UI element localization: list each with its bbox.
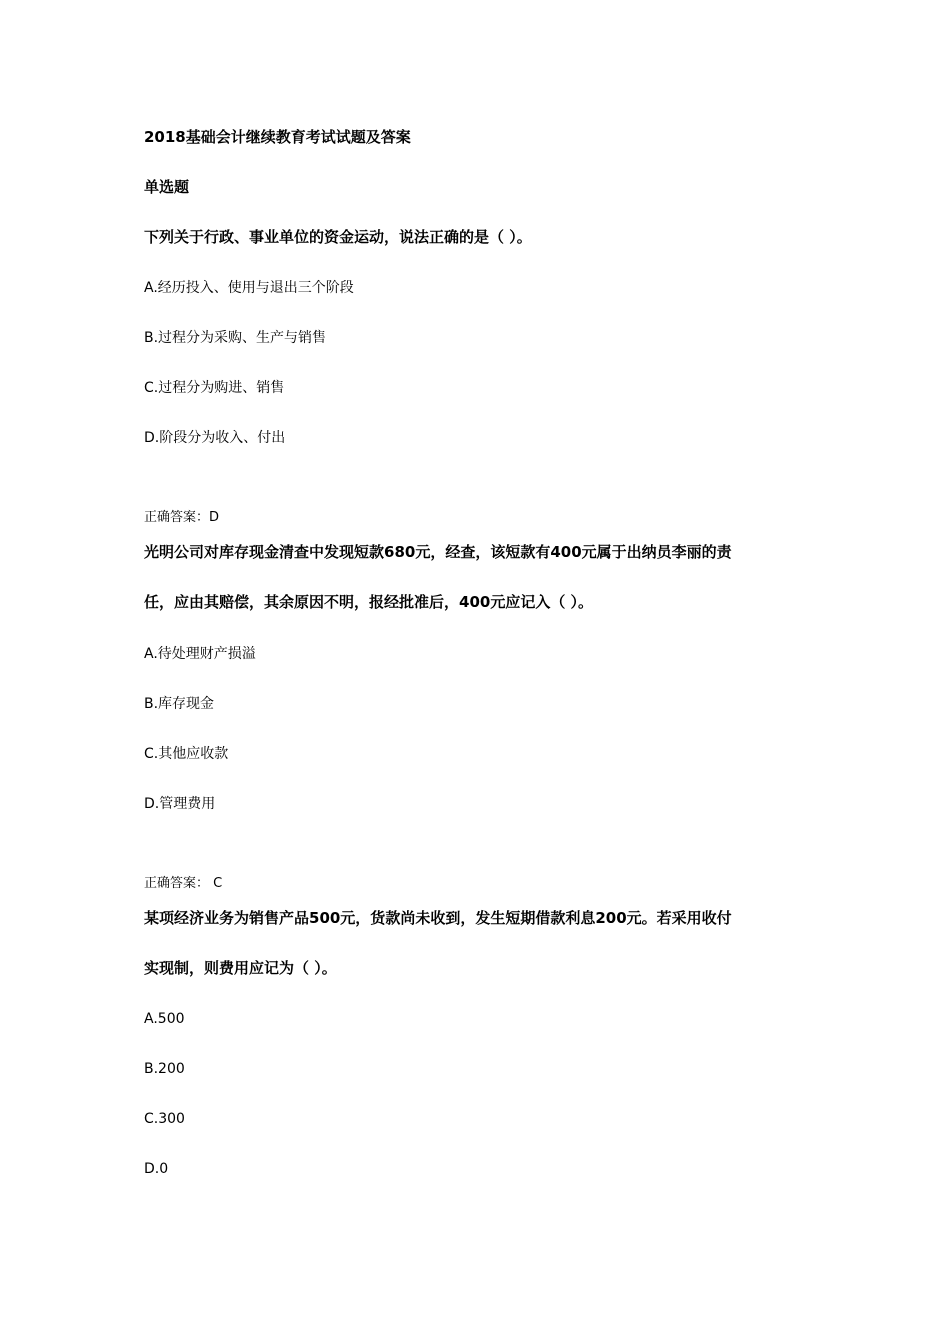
question-2-option-d: D.管理费用	[144, 796, 216, 812]
question-2-stem-line-2: 任，应由其赔偿，其余原因不明，报经批准后，400元应记入（ ）。	[144, 593, 594, 611]
question-2-option-c: C.其他应收款	[144, 746, 229, 762]
question-3-option-a: A.500	[144, 1011, 185, 1027]
question-1-option-b: B.过程分为采购、生产与销售	[144, 330, 327, 346]
question-1-answer: 正确答案：D	[144, 510, 220, 525]
document-title: 2018基础会计继续教育考试试题及答案	[144, 128, 411, 146]
question-2-option-a: A.待处理财产损溢	[144, 646, 256, 662]
question-1-option-a: A.经历投入、使用与退出三个阶段	[144, 280, 354, 296]
question-2-stem-line-1: 光明公司对库存现金清查中发现短款680元，经查，该短款有400元属于出纳员李丽的责	[144, 543, 732, 561]
question-1-stem: 下列关于行政、事业单位的资金运动，说法正确的是（ ）。	[144, 228, 532, 246]
section-heading: 单选题	[144, 178, 190, 196]
question-3-option-b: B.200	[144, 1061, 185, 1077]
question-3-stem-line-2: 实现制，则费用应记为（ ）。	[144, 959, 337, 977]
question-3-option-c: C.300	[144, 1111, 185, 1127]
question-3-option-d: D.0	[144, 1161, 169, 1177]
question-1-option-c: C.过程分为购进、销售	[144, 380, 285, 396]
question-2-option-b: B.库存现金	[144, 696, 215, 712]
question-2-answer: 正确答案： C	[144, 876, 223, 891]
question-3-stem-line-1: 某项经济业务为销售产品500元，货款尚未收到，发生短期借款利息200元。若采用收付	[144, 909, 732, 927]
question-1-option-d: D.阶段分为收入、付出	[144, 430, 286, 446]
